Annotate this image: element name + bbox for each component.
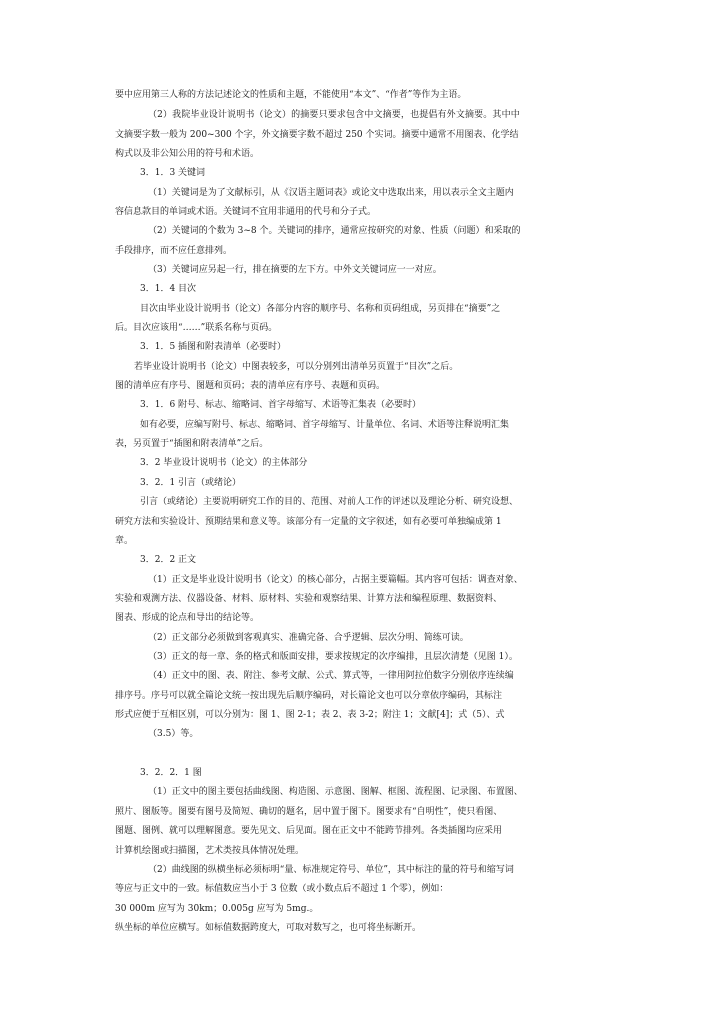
paragraph-line: 章。 bbox=[115, 536, 134, 546]
paragraph-line: （2）关键词的个数为 3~8 个。关键词的排序，通常应按研究的对象、性质（问题）和采取的 bbox=[148, 226, 521, 236]
paragraph-line: 目次由毕业设计说明书（论文）各部分内容的顺序号、名称和页码组成，另页排在“摘要”之 bbox=[140, 304, 501, 314]
paragraph-line: 引言（或绪论）主要说明研究工作的目的、范围、对前人工作的评述以及理论分析、研究设想、 bbox=[140, 497, 519, 507]
paragraph-line: 形式应便于互相区别，可以分别为：图 1、图 2-1；表 2、表 3-2；附注 1；文献[4]；式（5）、式 bbox=[115, 710, 505, 720]
paragraph-line: （1）关键词是为了文献标引，从《汉语主题词表》或论文中选取出来，用以表示全文主题内 bbox=[148, 188, 514, 198]
paragraph-line: 图的清单应有序号、图题和页码；表的清单应有序号、表题和页码。 bbox=[115, 381, 386, 391]
paragraph-line: （1）正文中的图主要包括曲线图、构造图、示意图、图解、框图、流程图、记录图、布置图、 bbox=[148, 787, 523, 797]
paragraph-line: 手段排序，而不应任意排列。 bbox=[115, 246, 233, 256]
paragraph-line: 构式以及非公知公用的符号和术语。 bbox=[115, 149, 260, 159]
paragraph-line: 实验和观测方法、仪器设备、材料、原材料、实验和观察结果、计算方法和编程原理、数据资料、 bbox=[115, 594, 503, 604]
section-heading: 3．1．6 附号、标志、缩略词、首字母缩写、术语等汇集表（必要时） bbox=[140, 400, 422, 410]
paragraph-line: 若毕业设计说明书（论文）中图表较多，可以分别列出清单另页置于“目次”之后。 bbox=[134, 362, 459, 372]
paragraph-line: 表，另页置于“插图和附表清单”之后。 bbox=[115, 439, 269, 449]
paragraph-line: 文摘要字数一般为 200~300 个字，外文摘要字数不超过 250 个实词。摘要中通常不用图表、化学结 bbox=[115, 130, 519, 140]
paragraph-line: 计算机绘图或扫描图，艺术类按具体情况处理。 bbox=[115, 846, 305, 856]
paragraph-line: 后。目次应该用“……”联系名称与页码。 bbox=[115, 323, 278, 333]
paragraph-line: 容信息款目的单词或术语。关键词不宜用非通用的代号和分子式。 bbox=[115, 207, 377, 217]
section-heading: 3．2 毕业设计说明书（论文）的主体部分 bbox=[140, 458, 308, 468]
paragraph-line: （2）曲线图的纵横坐标必须标明“量、标准规定符号、单位”，其中标注的量的符号和缩写词 bbox=[148, 865, 514, 875]
paragraph-line: 排序号。序号可以就全篇论文统一按出现先后顺序编码，对长篇论文也可以分章依序编码，其标注 bbox=[115, 691, 503, 701]
paragraph-line: 纵坐标的单位应横写。如标值数据跨度大，可取对数写之，也可将坐标断开。 bbox=[115, 923, 422, 933]
section-heading: 3．1．5 插图和附表清单（必要时） bbox=[140, 342, 287, 352]
section-heading: 3．1．4 目次 bbox=[140, 284, 197, 294]
section-heading: 3．2．2 正文 bbox=[140, 555, 197, 565]
paragraph-line: 研究方法和实验设计、预期结果和意义等。该部分有一定量的文字叙述，如有必要可单独编成第 1 bbox=[115, 517, 502, 527]
paragraph-line: 30 000m 应写为 30km；0.005g 应写为 5mg.。 bbox=[115, 904, 319, 914]
paragraph-line: （3）关键词应另起一行，排在摘要的左下方。中外文关键词应一一对应。 bbox=[148, 265, 442, 275]
paragraph-line: 等应与正文中的一致。标值数应当小于 3 位数（或小数点后不超过 1 个零），例如： bbox=[115, 884, 449, 894]
paragraph-line: 要中应用第三人称的方法记述论文的性质和主题，不能使用“本文”、“作者”等作为主语。 bbox=[115, 90, 467, 100]
paragraph-line: 如有必要，应编写附号、标志、缩略词、首字母缩写、计量单位、名词、术语等注释说明汇集 bbox=[140, 420, 510, 430]
paragraph-line: （3.5）等。 bbox=[148, 729, 199, 739]
paragraph-line: 图表、形成的论点和导出的结论等。 bbox=[115, 613, 260, 623]
paragraph-line: （2）正文部分必须做到客观真实、准确完备、合乎逻辑、层次分明、简练可读。 bbox=[148, 633, 469, 643]
paragraph-line: （1）正文是毕业设计说明书（论文）的核心部分，占据主要篇幅。其内容可包括：调查对象、 bbox=[148, 575, 523, 585]
paragraph-line: （2）我院毕业设计说明书（论文）的摘要只要求包含中文摘要，也提倡有外文摘要。其中中 bbox=[148, 110, 520, 120]
paragraph-line: 照片、图版等。图要有图号及简短、确切的题名，居中置于图下。图要求有“自明性”，使只看图、 bbox=[115, 807, 503, 817]
section-heading: 3．2．2．1 图 bbox=[140, 768, 202, 778]
paragraph-line: （4）正文中的图、表、附注、参考文献、公式、算式等，一律用阿拉伯数字分别依序连续编 bbox=[148, 671, 514, 681]
section-heading: 3．2．1 引言（或绪论） bbox=[140, 478, 242, 488]
section-heading: 3．1．3 关键词 bbox=[140, 168, 206, 178]
paragraph-line: （3）正文的每一章、条的格式和版面安排，要求按规定的次序编排，且层次清楚（见图 1）。 bbox=[148, 652, 518, 662]
paragraph-line: 图题、图例、就可以理解图意。要先见文、后见面。图在正文中不能跨节排列。各类插图均应采用 bbox=[115, 826, 503, 836]
